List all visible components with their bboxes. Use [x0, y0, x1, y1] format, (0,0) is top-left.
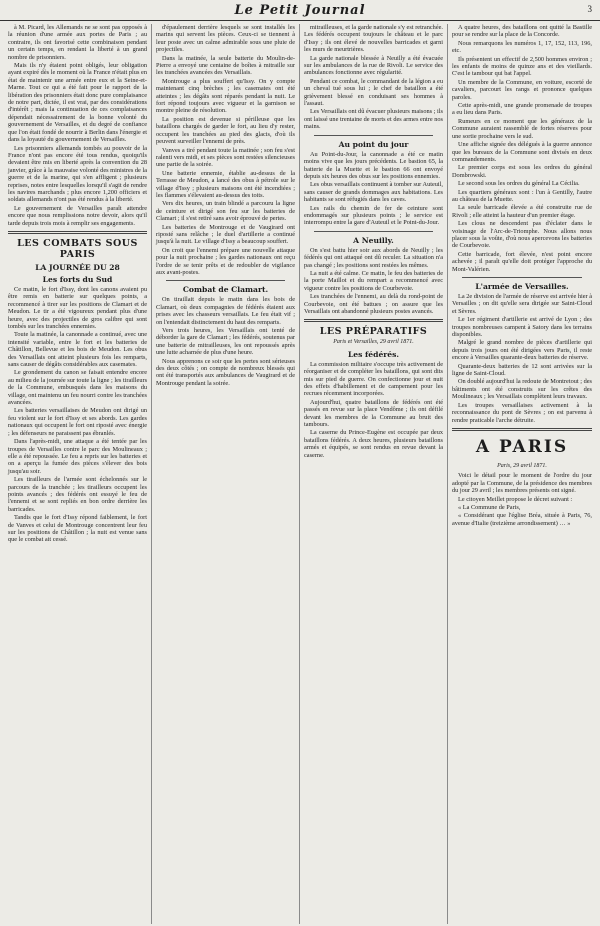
paragraph: Le citoyen Meillet propose le décret suivant :	[458, 495, 573, 503]
paragraph: La position est devenue si périlleuse que les bataillons chargés de garder le fort, au lieu d'y rester, occupent les tranchées au pied des glacis, d'où ils peuvent surveiller l'ennemi de près.	[156, 115, 295, 146]
paragraph: « La Commune de Paris,	[458, 503, 521, 511]
paragraph: Vers dix heures, un train blindé a parcouru la ligne de ceinture et dirigé son feu sur les batteries de Clamart ; il s'est retiré sans avoir éprouvé de pertes.	[156, 200, 295, 223]
section-heading: LES COMBATS SOUS PARIS	[17, 237, 138, 260]
paragraph: Le second sous les ordres du général La Cécilia.	[458, 180, 580, 188]
paragraph: On doublé aujourd'hui la redoute de Montretout ; des bâtiments ont été construits sur les crêtes des Moulineaux ; les Versaillais complètent leurs travaux.	[452, 378, 592, 401]
divider	[166, 280, 285, 281]
page-number: 3	[587, 4, 592, 14]
paragraph: Le 1er régiment d'artillerie est arrivé de Lyon ; des troupes nombreuses campent à Satory dans les terrains disponibles.	[452, 316, 592, 339]
paragraph: Montrouge a plus souffert qu'Issy. On y compte maintenant cinq brèches ; les casemates ont été atteintes ; les dégâts sont réparés pendant la nuit. Le fort répond toujours avec vigueur et la garnison se montre pleine de résolution.	[156, 77, 295, 115]
paragraph: d'épaulement derrière lesquels se sont installés les marins qui servent les pièces. Ceux-ci se tiennent à leur poste avec un calme admirable sous une pluie de projectiles.	[156, 24, 295, 54]
paragraph: Les troupes versaillaises activement à la reconnaissance du pont de Sèvres ; on est parvenu à rendre praticable l'arche détruite.	[452, 401, 592, 424]
section-subheading: LA JOURNÉE DU 28	[35, 262, 120, 272]
columns	[4, 24, 596, 924]
paragraph: On s'est battu hier soir aux abords de Neuilly ; les fédérés qui ont attaqué ont dû reculer. La situation n'a pas changé ; les positions sont restées les mêmes.	[304, 246, 443, 269]
paragraph: Toute la matinée, la canonnade a continué, avec une intensité variable, entre le fort et les batteries de Châtillon, Bellevue et les bois de Meudon. Les obus des Versaillais ont atteint plusieurs fois les remparts, sans causer de dégâts considérables aux casemates.	[8, 331, 147, 369]
paragraph: Les clous ne descendent pas d'éclater dans le voisinage de l'Arc-de-Triomphe. Nous allons nous placer sous la voûte, d'où nous apercevons les batteries de Courbevoie.	[452, 220, 592, 250]
dateline: Paris et Versailles, 29 avril 1871.	[333, 339, 414, 346]
section-heading: Au point du jour	[338, 139, 409, 149]
section-heading: Combat de Clamart.	[182, 285, 269, 295]
column-4	[448, 24, 596, 924]
paragraph: On tiraillait depuis le matin dans les bois de Clamart, où deux compagnies de fédérés étaient aux prises avec les chasseurs versaillais. Le feu était vif ; on l'entendait distinctement du haut des remparts.	[156, 296, 295, 326]
paragraph: Une affiche signée des délégués à la guerre annonce que les bureaux de la Commune sont divisés en deux commandements.	[452, 141, 592, 163]
masthead	[0, 0, 600, 21]
paragraph: Nous apprenons ce soir que les pertes sont sérieuses des deux côtés ; on compte de nombreux blessés qui ont été transportés aux ambulances de Vaugirard et de Montrouge pendant la soirée.	[156, 357, 295, 387]
section-subheading: Les forts du Sud	[42, 274, 113, 284]
paragraph: La seule barricade élevée a été construite rue de Rivoli ; elle atteint la hauteur d'un premier étage.	[452, 204, 592, 219]
masthead-title: Le Petit Journal	[234, 2, 366, 18]
paragraph: Ce matin, le fort d'Issy, dont les canons avaient pu être remis en batterie sur quelques points, a recommencé à tirer sur les positions de Clamart et de Meudon. Le tir a été vigoureux pendant plus d'une heure, avec des projectiles de gros calibre qui sont tombés sur les tranchées ennemies.	[8, 285, 147, 330]
paragraph: A quatre heures, des bataillons ont quitté la Bastille pour se rendre sur la place de la Concorde.	[452, 24, 592, 39]
paragraph: Les tranchées de l'ennemi, au delà du rond-point de Courbevoie, ont été battues ; on assure que les Versaillais ont abandonné plusieurs postes avancés.	[304, 293, 443, 315]
paragraph: Au Point-du-Jour, la canonnade a été ce matin moins vive que les jours précédents. Le bastion 65, la batterie de la Muette et le bastion 66 ont envoyé depuis six heures des obus sur les positions ennemies.	[304, 150, 443, 180]
divider	[8, 231, 147, 234]
paragraph: Aujourd'hui, quatre bataillons de fédérés ont été passés en revue sur la place Vendôme ; ils ont défilé devant les membres de la Commune au bruit des tambours.	[304, 398, 443, 429]
divider	[314, 231, 433, 232]
divider	[452, 428, 592, 431]
divider	[462, 277, 582, 278]
paragraph: « Considérant que l'église Bréa, située à Paris, 76, avenue d'Italie (treizième arrondissement) … »	[452, 512, 592, 527]
paragraph: Vers trois heures, les Versaillais ont tenté de déborder la gare de Clamart ; les fédérés, soutenus par une batterie de mitrailleuses, les ont repoussés après une lutte acharnée de plus d'une heure.	[156, 327, 295, 357]
section-heading: L'armée de Versailles.	[475, 282, 569, 291]
paragraph: Les tirailleurs de l'armée sont échelonnés sur le parcours de la tranchée ; les tirailleurs occupent les points avancés ; des fédérés ont essuyé le feu de l'ennemi et se sont repliés en bon ordre derrière les barricades.	[8, 476, 147, 513]
paragraph: Vanves a tiré pendant toute la matinée ; son feu s'est ralenti vers midi, et ses pièces sont restées silencieuses une partie de la soirée.	[156, 146, 295, 169]
paragraph: à M. Picard, les Allemands ne se sont pas opposés à la réunion d'une armée aux portes de Paris ; au contraire, ils ont favorisé cette combinaison pendant un certain temps, en rendant la liberté à un grand nombre de prisonniers.	[8, 24, 147, 61]
divider	[314, 135, 433, 136]
paragraph: Cette après-midi, une grande promenade de troupes a eu lieu dans Paris.	[452, 102, 592, 117]
paragraph: mitrailleuses, et la garde nationale s'y est retranchée. Les fédérés occupent toujours le château et le parc d'Issy ; ils ont élevé de nouvelles barricades et garni les murs de meurtrières.	[304, 24, 443, 54]
dateline: Paris, 29 avril 1871.	[497, 462, 547, 469]
paragraph: Ils présentent un effectif de 2,500 hommes environ ; les enfants de moins de quinze ans et des vieillards. C'est le tambour qui bat l'appel.	[452, 55, 592, 78]
divider	[304, 319, 443, 322]
paragraph: Nous remarquons les numéros 1, 17, 152, 113, 196, etc.	[452, 39, 592, 55]
column-3	[300, 24, 448, 924]
paragraph: Dans la matinée, la seule batterie du Moulin-de-Pierre a envoyé une centaine de boîtes à mitraille sur les tranchées avancées des Versaillais.	[156, 54, 295, 77]
section-heading: LES PRÉPARATIFS	[319, 326, 428, 338]
column-2	[152, 24, 300, 924]
paragraph: Dans l'après-midi, une attaque a été tentée par les troupes de Versailles contre le parc des Moulineaux ; elle a été repoussée. Le feu a repris sur les batteries et on a aperçu la fumée des pièces s'élever des bois jusqu'au soir.	[8, 438, 147, 475]
paragraph: Pendant ce combat, le commandant de la légion a eu un cheval tué sous lui ; le chef de bataillon a été grièvement blessé en conduisant ses hommes à l'assaut.	[304, 77, 443, 108]
paragraph: Les obus versaillais continuent à tomber sur Auteuil, sans causer de grands dommages aux habitations. Les habitants se sont réfugiés dans les caves.	[304, 181, 443, 204]
paragraph: La nuit a été calme. Ce matin, le feu des batteries de la porte Maillot et du rempart a recommencé avec vigueur contre les positions de Courbevoie.	[304, 269, 443, 292]
paragraph: Mais ils n'y étaient point obligés, leur obligation ayant expiré dès le moment où la France n'était plus en état de maintenir une armée entre eux et la Seine-et-Marne. Tout ce qui a été fait pour le rapport de la libération des prisonniers était donc pure complaisance de notre part, dictée, il est vrai, par des considérations d'intérêt ; mais la continuation de ces complaisances dépendait nécessairement de la bonne volonté du gouvernement de Versailles, et du degré de confiance que l'on était fondé de nourrir à Berlin dans l'énergie et dans la loyauté du gouvernement de Versailles.	[8, 62, 147, 144]
section-heading: A Neuilly.	[353, 235, 394, 245]
paragraph: Les batteries de Montrouge et de Vaugirard ont riposté sans relâche ; le duel d'artillerie a continué jusqu'à la nuit. Le village d'Issy a beaucoup souffert.	[156, 223, 295, 246]
section-heading: A PARIS	[475, 436, 569, 457]
paragraph: La caserne du Prince-Eugène est occupée par deux bataillons fédérés. A deux heures, plusieurs bataillons armés et équipés, se sont rendus en revue devant la caserne.	[304, 429, 443, 459]
paragraph: Un membre de la Commune, en voiture, escorté de cavaliers, parcourt les rangs et prononce quelques paroles.	[452, 78, 592, 101]
paragraph: Voici le détail pour le moment de l'ordre du jour adopté par la Commune, de la présidence des membres du jour 29 avril ; les membres présents ont signé.	[452, 472, 592, 495]
paragraph: La garde nationale blessée à Neuilly a été évacuée sur les ambulances de la rue de Rivoli. Le service des ambulances fonctionne avec régularité.	[304, 54, 443, 77]
paragraph: Rumeurs en ce moment que les généraux de la Commune auraient rassemblé de fortes réserves pour une sortie prochaine vers le sud.	[452, 117, 592, 140]
paragraph: Les prisonniers allemands tombés au pouvoir de la France n'ont pas encore été tous rendus, quoiqu'ils devaient être mis en liberté après la convention du 28 janvier, grâce à la mauvaise volonté des ministres de la guerre et de la marine, qui s'en affligent ; plusieurs reprises, notes entre lesquelles lorsqu'il s'agit de rendre les navires marchands ; plus encore 1,200 officiers et soldats allemands n'ont pas été rendus à la liberté.	[8, 144, 147, 204]
paragraph: Les rails du chemin de fer de ceinture sont endommagés sur plusieurs points ; le service est interrompu entre la gare d'Auteuil et le Point-du-Jour.	[304, 204, 443, 227]
paragraph: La commission militaire s'occupe très activement de réorganiser et de compléter les bataillons, qui sont dits mis sur pied de guerre. On confectionne jour et nuit des effets d'habillement et de campement pour les recrues récemment incorporées.	[304, 360, 443, 398]
paragraph: La 2e division de l'armée de réserve est arrivée hier à Versailles ; on dit qu'elle sera dirigée sur Saint-Cloud et Sèvres.	[452, 293, 593, 315]
paragraph: Cette barricade, fort élevée, n'est point encore achevée ; il paraît qu'elle doit protéger l'approche du Mont-Valérien.	[452, 250, 592, 273]
paragraph: Une batterie ennemie, établie au-dessus de la Terrasse de Meudon, a lancé des obus à pétrole sur le village d'Issy ; plusieurs maisons ont été incendiées ; les flammes s'élevaient au-dessus des toits.	[156, 169, 295, 199]
paragraph: Le grondement du canon se faisait entendre encore au milieu de la journée sur toute la ligne ; les tirailleurs de la Commune, embusqués dans les maisons du village, ont maintenu un feu nourri contre les tranchées avancées.	[8, 369, 148, 407]
paragraph: Malgré le grand nombre de pièces d'artillerie qui depuis trois jours ont été dirigées vers Paris, il reste encore à Versailles quarante-deux batteries de réserve.	[452, 339, 592, 362]
paragraph: Le premier corps est sous les ordres du général Dombrowski.	[452, 164, 592, 179]
section-subheading: Les fédérés.	[347, 349, 400, 359]
column-1	[4, 24, 152, 924]
paragraph: On croit que l'ennemi prépare une nouvelle attaque pour la nuit prochaine ; les gardes nationaux ont reçu l'ordre de se tenir prêts et de redoubler de vigilance aux avant-postes.	[156, 246, 295, 276]
paragraph: Quarante-deux batteries de 12 sont arrivées sur la ligne de Saint-Cloud.	[452, 362, 592, 378]
paragraph: Le gouvernement de Versailles paraît attendre encore que nous remplissions notre devoir, alors qu'il tarde depuis trois mois à remplir ses engagements.	[8, 204, 147, 227]
paragraph: Tandis que le fort d'Issy répond faiblement, le fort de Vanves et celui de Montrouge concentrent leur feu sur les positions de Châtillon ; la nuit est venue sans que le combat ait cessé.	[8, 514, 147, 544]
paragraph: Les batteries versaillaises de Meudon ont dirigé un feu violent sur le fort d'Issy et ses abords. Les gardes nationaux qui occupent le fort ont riposté avec énergie ; les défenseurs ne paraissent pas ébranlés.	[8, 407, 147, 437]
paragraph: Les Versaillais ont dû évacuer plusieurs maisons ; ils ont laissé une trentaine de morts et des armes entre nos mains.	[304, 108, 443, 131]
paragraph: Les quartiers généraux sont : l'un à Gentilly, l'autre au château de la Muette.	[452, 188, 592, 203]
